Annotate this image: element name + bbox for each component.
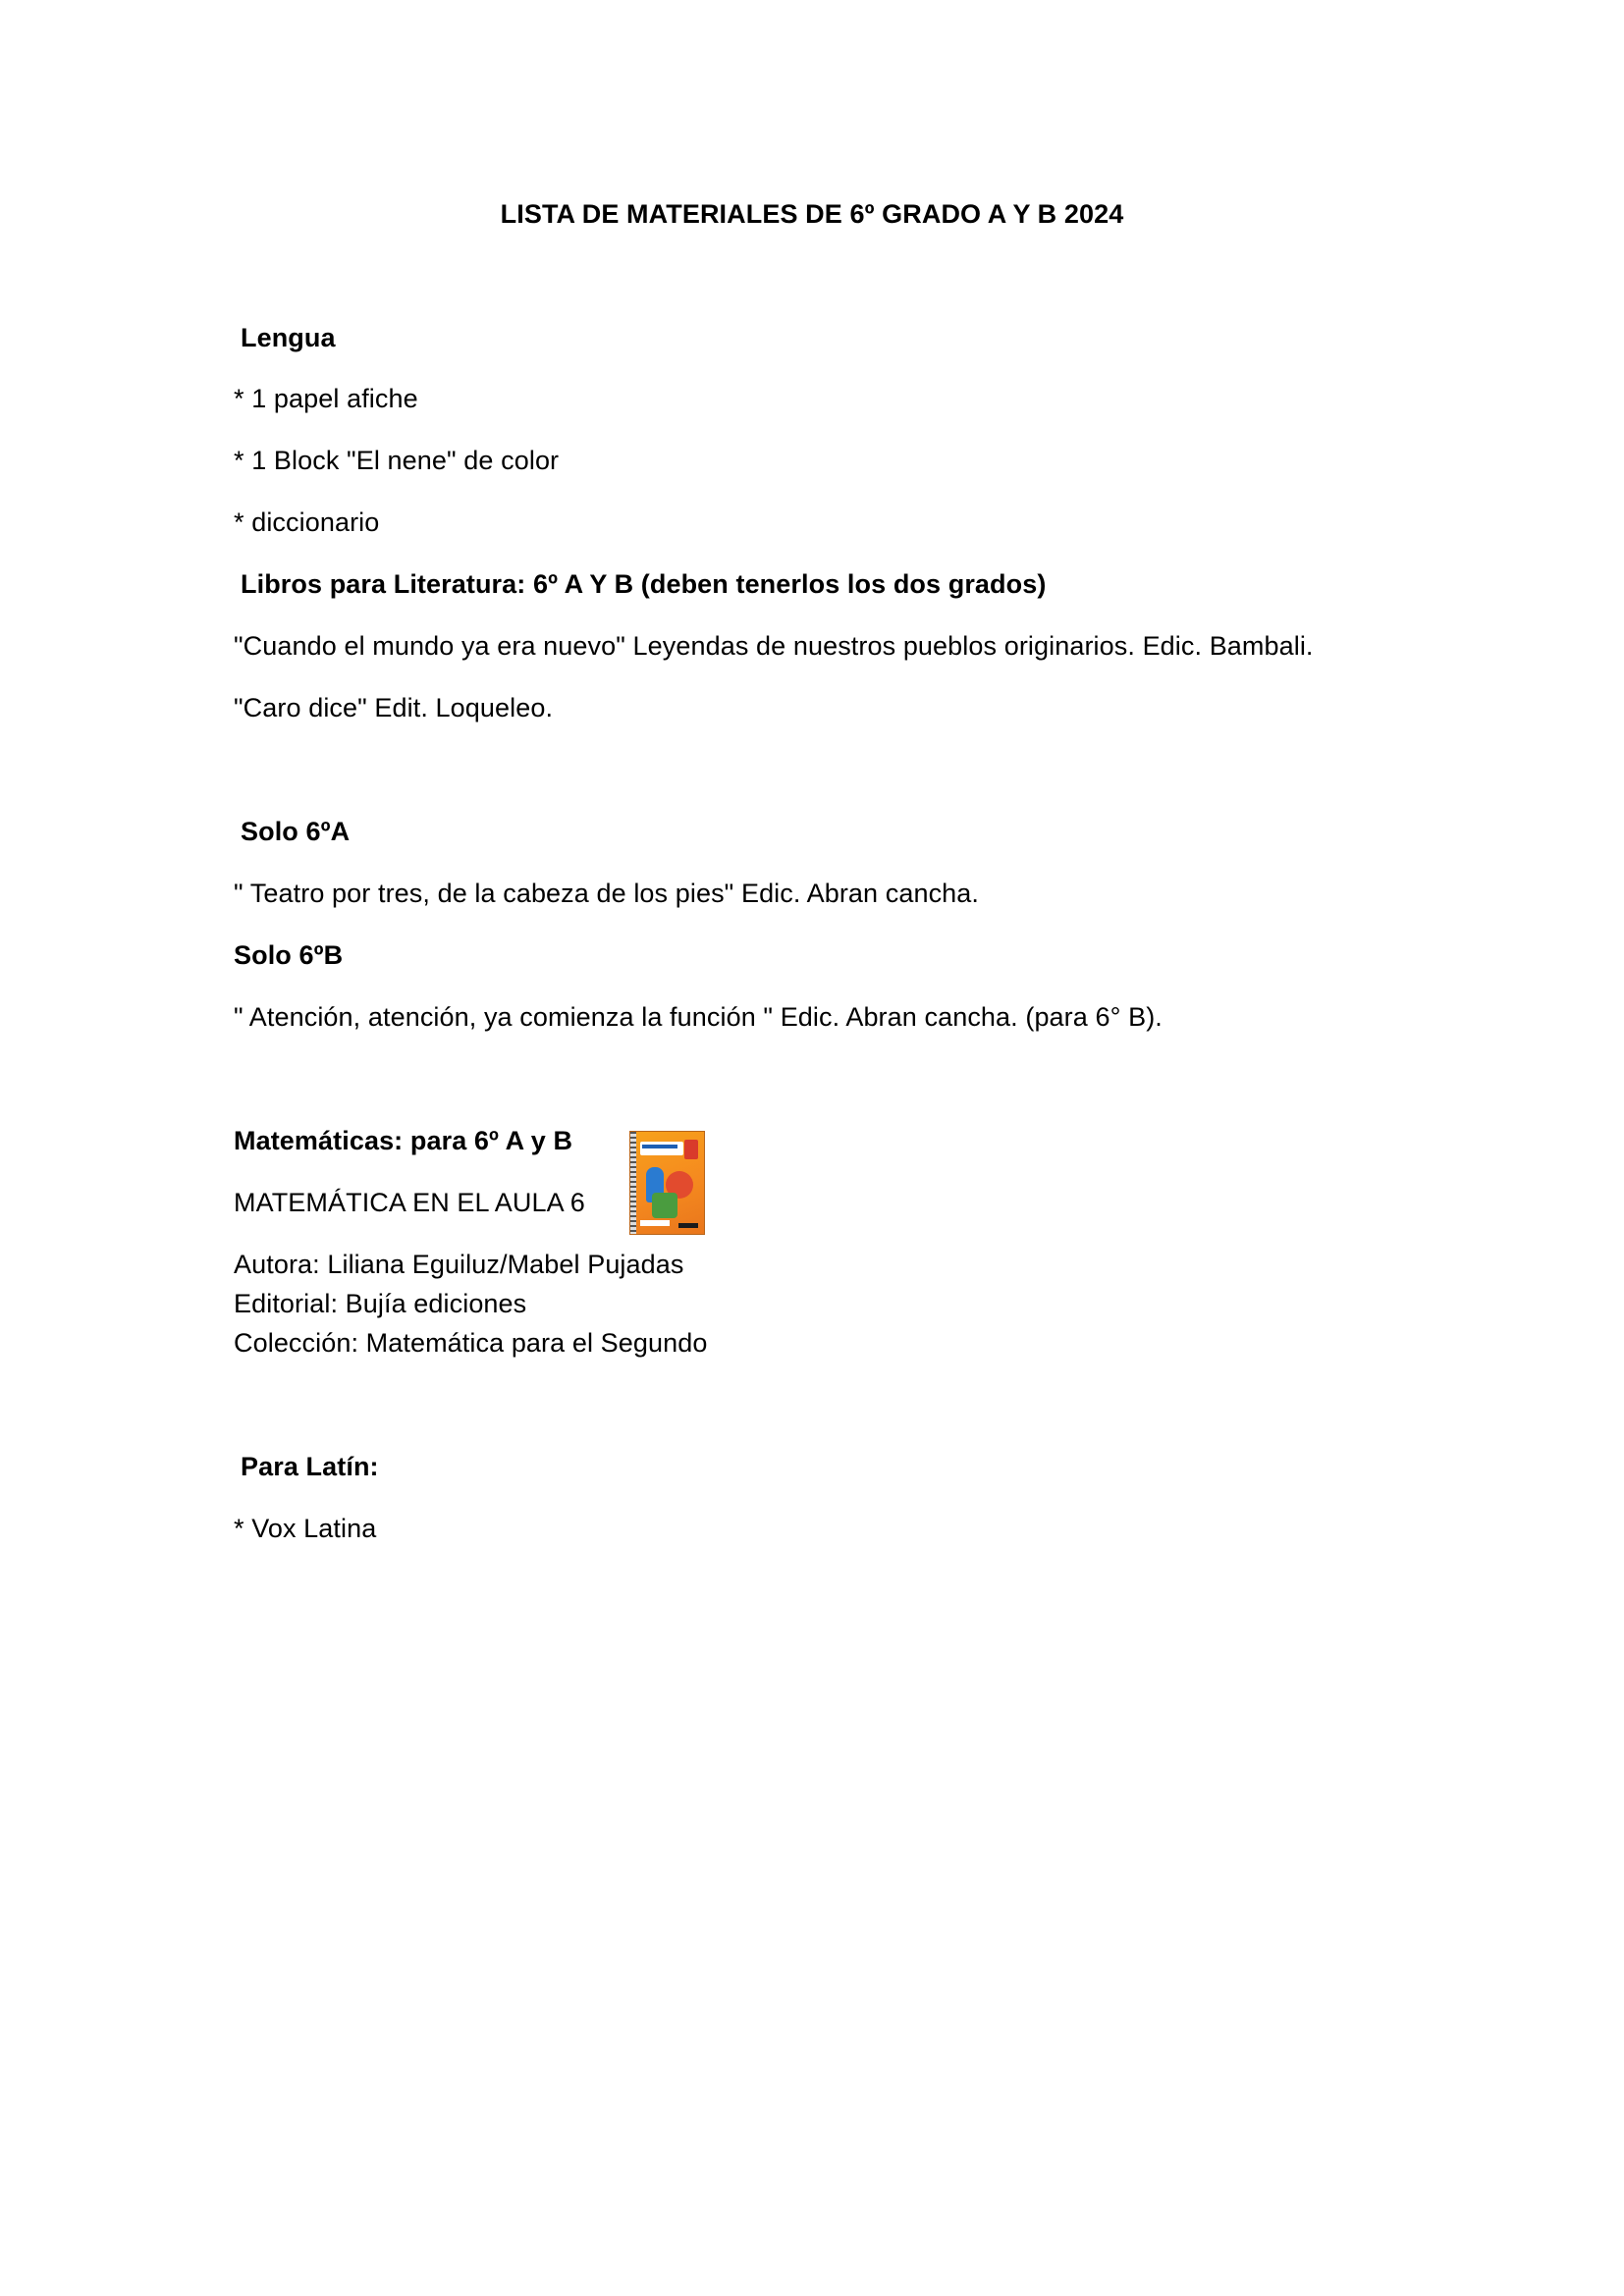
book-entry: " Atención, atención, ya comienza la función " Edic. Abran cancha. (para 6° B). — [234, 1002, 1163, 1032]
book-author: Autora: Liliana Eguiluz/Mabel Pujadas — [234, 1250, 684, 1279]
list-item: * diccionario — [234, 507, 380, 537]
book-entry: "Caro dice" Edit. Loqueleo. — [234, 693, 554, 722]
book-entry: "Cuando el mundo ya era nuevo" Leyendas de nuestros pueblos originarios. Edic. Bambali. — [234, 631, 1314, 661]
document-title: LISTA DE MATERIALES DE 6º GRADO A Y B 2024 — [500, 199, 1124, 229]
section-heading-lengua: Lengua — [241, 323, 336, 352]
section-heading-solo-a: Solo 6ºA — [241, 817, 351, 846]
book-cover-image — [629, 1131, 705, 1235]
book-editorial: Editorial: Bujía ediciones — [234, 1289, 527, 1318]
book-collection: Colección: Matemática para el Segundo — [234, 1328, 708, 1358]
section-heading-solo-b: Solo 6ºB — [234, 940, 344, 970]
book-entry: " Teatro por tres, de la cabeza de los pies" Edic. Abran cancha. — [234, 879, 980, 908]
list-item: * Vox Latina — [234, 1514, 377, 1543]
list-item: * 1 Block "El nene" de color — [234, 446, 560, 475]
section-heading-literatura: Libros para Literatura: 6º A Y B (deben tenerlos los dos grados) — [241, 569, 1047, 599]
section-heading-matematicas: Matemáticas: para 6º A y B — [234, 1126, 573, 1155]
book-title: MATEMÁTICA EN EL AULA 6 — [234, 1188, 585, 1217]
list-item: * 1 papel afiche — [234, 384, 418, 413]
section-heading-latin: Para Latín: — [241, 1452, 379, 1481]
